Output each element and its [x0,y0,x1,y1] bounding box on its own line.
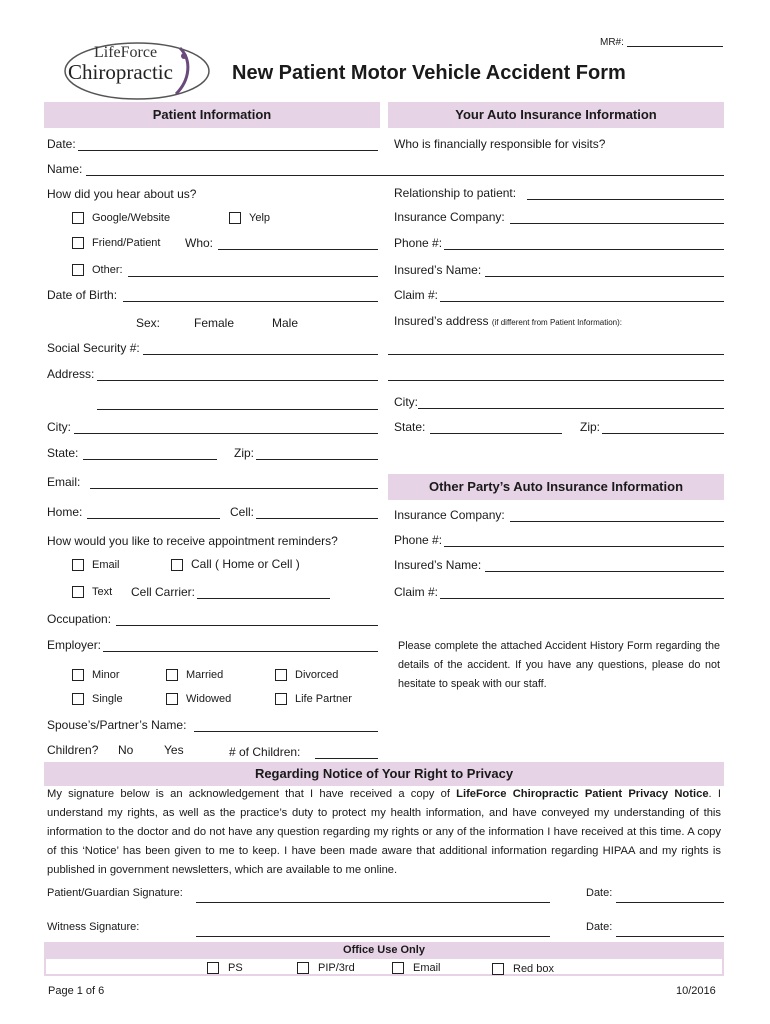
auto-city-label: City: [394,395,418,409]
married-label: Married [186,669,224,681]
auto-state-field[interactable] [430,433,562,434]
patient-signature-date-field[interactable] [616,902,724,903]
occupation-field[interactable] [116,625,378,626]
auto-state-label: State: [394,420,426,434]
children-yes-option[interactable]: Yes [164,743,184,757]
op-claim-field[interactable] [440,598,724,599]
spouse-label: Spouse’s/Partner’s Name: [47,718,187,732]
office-use-row [46,959,722,974]
ssn-field[interactable] [143,354,378,355]
other-label: Other: [92,264,123,276]
redbox-checkbox[interactable] [492,963,504,975]
insured-address-field-1[interactable] [388,354,724,355]
relationship-field[interactable] [527,199,724,200]
other-checkbox[interactable] [72,264,84,276]
op-insured-field[interactable] [485,571,724,572]
op-company-field[interactable] [510,521,724,522]
ps-label: PS [228,962,243,974]
privacy-text-bold: LifeForce Chiropractic Patient Privacy Notice [456,788,709,800]
witness-signature-field[interactable] [196,936,550,937]
auto-phone-field[interactable] [444,249,724,250]
office-email-label: Email [413,962,441,974]
life-partner-label: Life Partner [295,693,352,705]
yelp-checkbox[interactable] [229,212,241,224]
divorced-checkbox[interactable] [275,669,287,681]
employer-field[interactable] [103,651,378,652]
minor-label: Minor [92,669,120,681]
num-children-field[interactable] [315,758,378,759]
state-label: State: [47,446,79,460]
office-email-checkbox[interactable] [392,962,404,974]
auto-claim-label: Claim #: [394,288,439,302]
auto-company-field[interactable] [510,223,724,224]
revision-date: 10/2016 [676,985,716,997]
state-field[interactable] [83,459,217,460]
reminder-call-checkbox[interactable] [171,559,183,571]
address-field-1[interactable] [97,380,378,381]
hear-label: How did you hear about us? [47,187,197,201]
who-field[interactable] [218,249,378,250]
op-phone-field[interactable] [444,546,724,547]
employer-label: Employer: [47,638,102,652]
email-label: Email: [47,475,81,489]
op-phone-label: Phone #: [394,533,443,547]
carrier-field[interactable] [197,598,330,599]
children-no-option[interactable]: No [118,743,134,757]
zip-label: Zip: [234,446,255,460]
auto-zip-label: Zip: [580,420,601,434]
home-phone-field[interactable] [87,518,220,519]
spouse-field[interactable] [194,731,378,732]
reminders-label: How would you like to receive appointment reminders? [47,534,338,548]
cell-label: Cell: [230,505,255,519]
auto-zip-field[interactable] [602,433,724,434]
auto-insured-field[interactable] [485,276,724,277]
email-field[interactable] [90,488,378,489]
friend-label: Friend/Patient [92,237,161,249]
auto-city-field[interactable] [418,408,724,409]
occupation-label: Occupation: [47,612,112,626]
patient-signature-date-label: Date: [586,887,613,899]
responsible-field[interactable] [388,175,724,176]
page-number: Page 1 of 6 [48,985,105,997]
other-field[interactable] [128,276,378,277]
reminder-text-checkbox[interactable] [72,586,84,598]
widowed-label: Widowed [186,693,232,705]
dob-label: Date of Birth: [47,288,118,302]
patient-signature-label: Patient/Guardian Signature: [47,887,183,899]
children-label: Children? [47,743,99,757]
witness-signature-date-field[interactable] [616,936,724,937]
office-use-title: Office Use Only [343,944,425,956]
redbox-label: Red box [513,963,554,975]
yelp-label: Yelp [249,212,271,224]
mr-field[interactable] [627,46,723,47]
reminder-email-label: Email [92,559,120,571]
name-label: Name: [47,162,83,176]
reminder-email-checkbox[interactable] [72,559,84,571]
mr-label: MR#: [600,37,624,48]
city-field[interactable] [74,433,378,434]
op-claim-label: Claim #: [394,585,439,599]
sex-label: Sex: [136,316,161,330]
ps-checkbox[interactable] [207,962,219,974]
insured-address-label [394,314,622,330]
privacy-text [47,785,721,880]
privacy-text-b: . I understand my rights, as well as the practice’s duty to protect my health information, and have conveyed my understanding of this information to the doctor and do not have any question regarding my rights or any of the information I have received at this time. A copy of this ‘Notice’ has been given to me to keep. I have been made aware that additional information regarding HIPAA and my rights is published in government newsletters, which are available to me online. [47,788,721,876]
auto-insured-label: Insured’s Name: [394,263,482,277]
auto-insurance-header: Your Auto Insurance Information [388,102,724,128]
patient-signature-field[interactable] [196,902,550,903]
relationship-label: Relationship to patient: [394,186,517,200]
google-checkbox[interactable] [72,212,84,224]
op-company-label: Insurance Company: [394,508,505,522]
logo-top-text: LifeForce [94,44,158,61]
home-label: Home: [47,505,83,519]
auto-phone-label: Phone #: [394,236,443,250]
pip-label: PIP/3rd [318,962,355,974]
privacy-header: Regarding Notice of Your Right to Privacy [44,762,724,786]
date-field[interactable] [78,150,378,151]
witness-signature-label: Witness Signature: [47,921,140,933]
carrier-label: Cell Carrier: [131,585,196,599]
sex-female-option[interactable]: Female [194,316,235,330]
life-partner-checkbox[interactable] [275,693,287,705]
who-label: Who: [185,236,214,250]
num-children-label: # of Children: [229,745,301,759]
divorced-label: Divorced [295,669,339,681]
pip-checkbox[interactable] [297,962,309,974]
other-party-header: Other Party’s Auto Insurance Information [388,474,724,500]
address-label: Address: [47,367,95,381]
page-title: New Patient Motor Vehicle Accident Form [232,62,626,84]
witness-signature-date-label: Date: [586,921,613,933]
friend-checkbox[interactable] [72,237,84,249]
ssn-label: Social Security #: [47,341,140,355]
patient-info-header: Patient Information [44,102,380,128]
auto-company-label: Insurance Company: [394,210,505,224]
single-label: Single [92,693,123,705]
minor-checkbox[interactable] [72,669,84,681]
responsible-label: Who is financially responsible for visits? [394,137,606,151]
google-label: Google/Website [92,212,171,224]
married-checkbox[interactable] [166,669,178,681]
address-field-2[interactable] [97,409,378,410]
insured-address-text: Insured’s address [394,314,489,328]
logo [62,40,212,102]
auto-claim-field[interactable] [440,301,724,302]
widowed-checkbox[interactable] [166,693,178,705]
date-label: Date: [47,137,76,151]
single-checkbox[interactable] [72,693,84,705]
zip-field[interactable] [256,459,378,460]
insured-address-note: (if different from Patient Information): [491,318,622,327]
privacy-text-a: My signature below is an acknowledgement that I have received a copy of [47,788,457,800]
logo-bottom-text: Chiropractic [68,60,173,84]
dob-field[interactable] [123,301,378,302]
insured-address-field-2[interactable] [388,380,724,381]
accident-history-note: Please complete the attached Accident History Form regarding the details of the accident. If you have any questions, please do not hesitate to speak with our staff. [398,640,720,690]
op-insured-label: Insured’s Name: [394,558,482,572]
cell-phone-field[interactable] [256,518,378,519]
reminder-text-label: Text [92,586,113,598]
sex-male-option[interactable]: Male [272,316,299,330]
reminder-call-label: Call ( Home or Cell ) [191,557,300,571]
city-label: City: [47,420,71,434]
